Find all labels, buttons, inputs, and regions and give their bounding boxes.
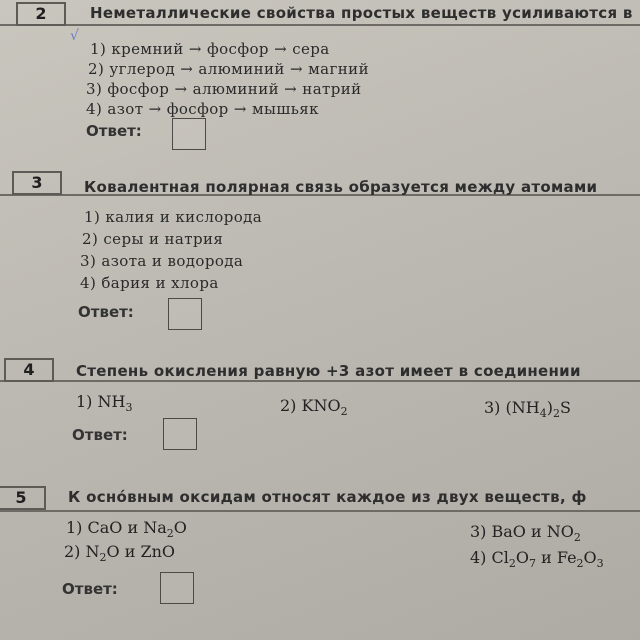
option-3: 3) фосфор → алюминий → натрий <box>86 80 362 98</box>
section-divider <box>0 380 640 382</box>
section-divider <box>0 510 640 512</box>
option-4: 4) азот → фосфор → мышьяк <box>86 100 319 118</box>
option-1: 1) CaO и $Na_2O$ <box>66 518 187 540</box>
option-2: 2) углерод → алюминий → магний <box>88 60 369 78</box>
question-number-box: 4 <box>4 358 54 382</box>
question-number-box: 2 <box>16 2 66 26</box>
answer-box[interactable] <box>172 118 206 150</box>
answer-box[interactable] <box>163 418 197 450</box>
option-3: 3) азота и водорода <box>80 252 244 270</box>
option-2: 2) $N_2O$ и ZnO <box>64 542 176 564</box>
section-divider <box>0 24 640 26</box>
option-2: 2) $KNO_2$ <box>280 396 348 418</box>
question-text: К осно́вным оксидам относят каждое из двух веществ, ф <box>68 488 587 506</box>
answer-label: Ответ: <box>78 303 134 321</box>
option-3: 3) BaO и $NO_2$ <box>470 522 581 544</box>
option-1: 1) калия и кислорода <box>84 208 263 226</box>
option-1: 1) $NH_3$ <box>76 392 133 414</box>
answer-box[interactable] <box>168 298 202 330</box>
handwritten-check-mark: √ <box>70 28 79 44</box>
answer-label: Ответ: <box>62 580 118 598</box>
answer-label: Ответ: <box>86 122 142 140</box>
question-text: Ковалентная полярная связь образуется между атомами <box>84 178 598 196</box>
option-1: 1) кремний → фосфор → сера <box>90 40 330 58</box>
question-text: Степень окисления равную +3 азот имеет в соединении <box>76 362 581 380</box>
question-text: Неметаллические свойства простых веществ усиливаются в <box>90 4 633 22</box>
question-number-box: 5 <box>0 486 46 510</box>
answer-label: Ответ: <box>72 426 128 444</box>
question-number-box: 3 <box>12 171 62 195</box>
option-3: 3) $(NH_4)_2S$ <box>484 398 571 420</box>
option-4: 4) $Cl_2O_7$ и $Fe_2O_3$ <box>470 548 604 570</box>
answer-box[interactable] <box>160 572 194 604</box>
option-2: 2) серы и натрия <box>82 230 224 248</box>
option-4: 4) бария и хлора <box>80 274 219 292</box>
